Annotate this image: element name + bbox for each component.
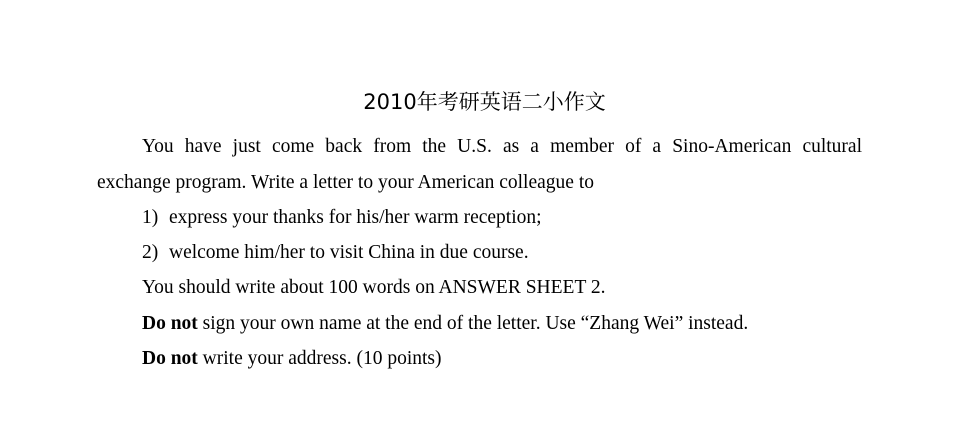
instruction-signature (142, 312, 748, 336)
task-item-1 (142, 206, 542, 230)
instruction-signature-text: sign your own name at the end of the letter. Use “Zhang Wei” instead. (197, 313, 749, 334)
instruction-signature-bold: Do not (142, 313, 198, 334)
instruction-word-count: You should write about 100 words on ANSWER SHEET 2. (142, 277, 606, 298)
task-item-2-text: welcome him/her to visit China in due course. (169, 242, 529, 263)
prompt-paragraph-line-1: You have just come back from the U.S. as a member of a Sino-American cultural (142, 136, 862, 157)
document-title: 2010年考研英语二小作文 (363, 90, 606, 114)
instruction-address-text: write your address. (10 points) (197, 348, 442, 369)
task-item-2 (142, 241, 529, 265)
instruction-address-bold: Do not (142, 348, 198, 369)
instruction-address (142, 347, 442, 371)
task-item-1-number: 1) (142, 207, 159, 228)
prompt-paragraph-line-2: exchange program. Write a letter to your American colleague to (97, 172, 594, 193)
task-item-1-text: express your thanks for his/her warm reception; (169, 207, 542, 228)
task-item-2-number: 2) (142, 242, 159, 263)
